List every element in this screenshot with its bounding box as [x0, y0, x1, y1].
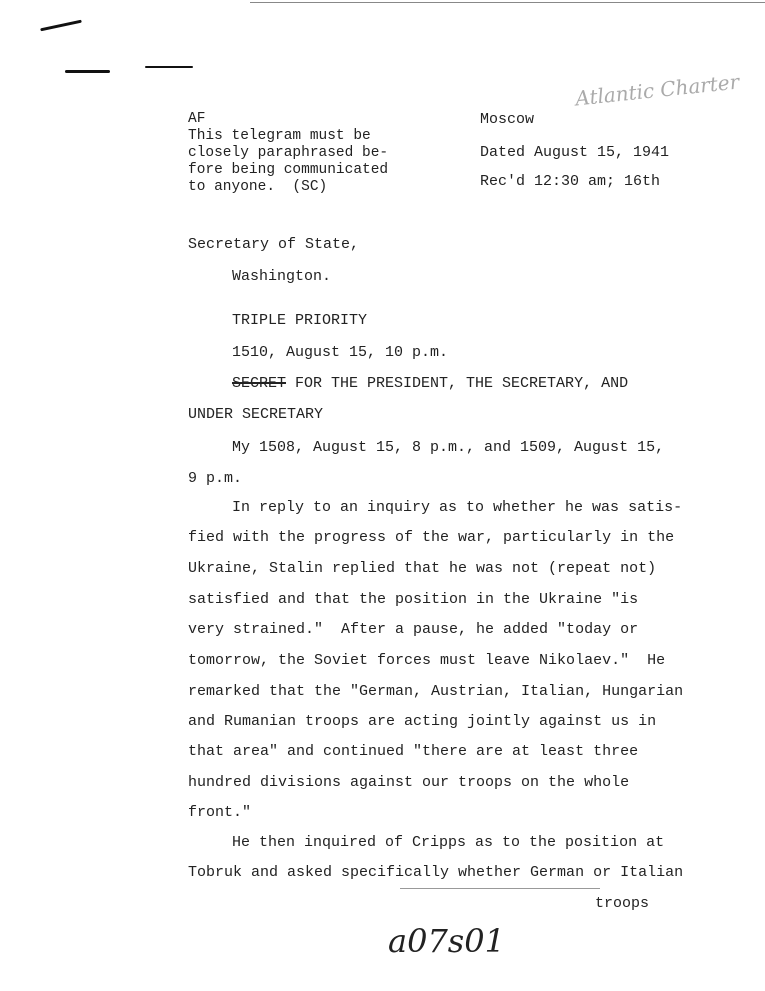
continuation-word: troops: [595, 895, 650, 912]
body-line: Tobruk and asked specifically whether German or Italian: [188, 864, 684, 881]
date-received: Rec'd 12:30 am; 16th: [480, 173, 661, 190]
body-line: remarked that the "German, Austrian, Italian, Hungarian: [188, 683, 684, 700]
date-sent: Dated August 15, 1941: [480, 144, 670, 161]
body-line: front.": [188, 804, 252, 821]
ink-mark: [65, 70, 110, 73]
notice-line: closely paraphrased be-: [188, 145, 389, 161]
priority: TRIPLE PRIORITY: [232, 312, 368, 329]
notice-line: fore being communicated: [188, 162, 389, 178]
body-line: very strained." After a pause, he added "today or: [188, 621, 639, 638]
body-line: Ukraine, Stalin replied that he was not (repeat not): [188, 560, 657, 577]
body-line: 9 p.m.: [188, 470, 243, 487]
telegram-code: AF: [188, 111, 206, 127]
body-line: tomorrow, the Soviet forces must leave Nikolaev." He: [188, 652, 666, 669]
body-line: hundred divisions against our troops on the whole: [188, 774, 630, 791]
body-line: He then inquired of Cripps as to the position at: [232, 834, 665, 851]
notice-line: This telegram must be: [188, 128, 371, 144]
reference: 1510, August 15, 10 p.m.: [232, 344, 449, 361]
body-line: fied with the progress of the war, particularly in the: [188, 529, 675, 546]
body-line: satisfied and that the position in the Ukraine "is: [188, 591, 639, 608]
body-line: In reply to an inquiry as to whether he was satis-: [232, 499, 683, 516]
recipients-text: FOR THE PRESIDENT, THE SECRETARY, AND: [286, 375, 629, 392]
body-line: My 1508, August 15, 8 p.m., and 1509, August 15,: [232, 439, 665, 456]
handwritten-annotation: Atlantic Charter: [574, 69, 741, 111]
recipients-line: UNDER SECRETARY: [188, 406, 324, 423]
archive-number: a07s01: [388, 922, 505, 960]
addressee-city: Washington.: [232, 268, 332, 285]
origin: Moscow: [480, 111, 535, 128]
notice-line: to anyone. (SC): [188, 179, 328, 195]
divider: [400, 888, 600, 889]
recipients-line: [232, 375, 628, 393]
body-line: that area" and continued "there are at least three: [188, 743, 639, 760]
body-line: and Rumanian troops are acting jointly against us in: [188, 713, 657, 730]
top-edge-line: [250, 2, 765, 3]
addressee: Secretary of State,: [188, 236, 360, 253]
struck-classification: SECRET: [232, 375, 287, 392]
ink-mark: [145, 66, 193, 68]
ink-mark: [40, 20, 82, 32]
